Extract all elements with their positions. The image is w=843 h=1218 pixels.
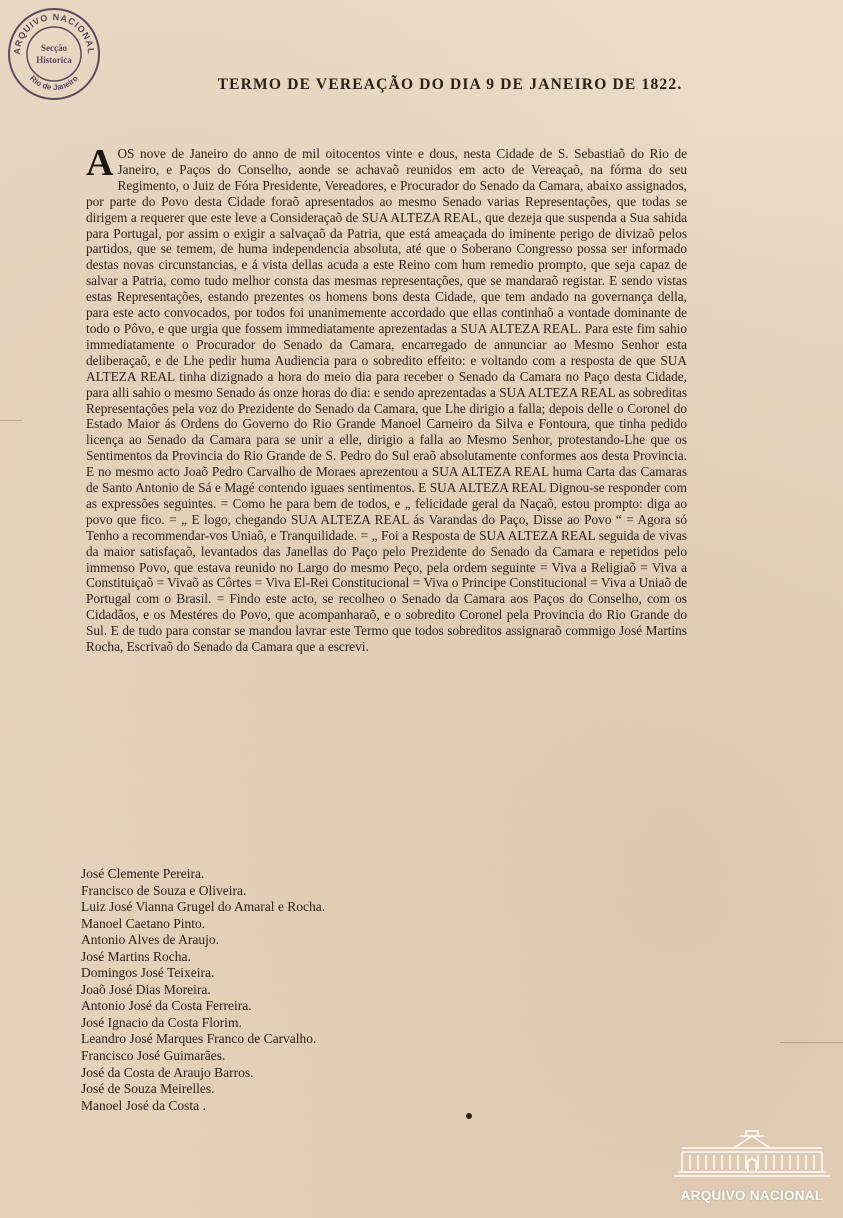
signature-line: José Martins Rocha. — [81, 948, 191, 964]
signature-line: José de Souza Meirelles. — [81, 1081, 215, 1097]
paper-crease — [0, 420, 22, 421]
signature-line: José Ignacio da Costa Florim. — [81, 1014, 242, 1030]
document-body — [86, 142, 687, 655]
signature-line: Manoel Caetano Pinto. — [81, 915, 206, 931]
signature-line: Leandro José Marques Franco de Carvalho. — [81, 1031, 317, 1047]
building-facade-icon — [664, 1128, 840, 1186]
svg-text:Rio de Janeiro — [28, 74, 80, 92]
signature-line: Manoel José da Costa . — [81, 1097, 206, 1113]
signature-line: Antonio José da Costa Ferreira. — [81, 998, 252, 1014]
signature-line: Domingos José Teixeira. — [81, 965, 215, 981]
signature-line: Luiz José Vianna Grugel do Amaral e Rocha. — [81, 899, 326, 915]
signature-line: Joaõ José Dias Moreira. — [81, 981, 211, 997]
paper-crease — [780, 1042, 843, 1043]
stamp-ring-bottom-text: Rio de Janeiro — [28, 73, 80, 93]
document-title: TERMO DE VEREAÇÃO DO DIA 9 DE JANEIRO DE 1822. — [217, 76, 683, 93]
archive-seal-stamp — [6, 6, 102, 102]
drop-cap-letter: A — [86, 142, 114, 184]
signature-line: Francisco José Guimarães. — [81, 1048, 226, 1064]
watermark-text: ARQUIVO NACIONAL — [680, 1188, 824, 1203]
archive-watermark-logo — [664, 1128, 840, 1210]
body-paragraph: OS nove de Janeiro do anno de mil oitocentos vinte e dous, nesta Cidade de S. Sebastiaõ do Rio de Janeiro, e Paços do Conselho, aonde se achavaõ reunidos em acto de Vereaçaõ, na fórma do seu Regimento, o Juiz de Fóra Presidente, Vereadores, e Procurador do Senado da Camara, abaixo assignados, por parte do Povo desta Cidade foraõ apresentados ao mesmo Senado varias Representações, que todas se dirigem a requerer que este leve a Consideraçaõ de SUA ALTEZA REAL, que dezeja que suspenda a Sua sahida para Portugal, por assim o exigir a salvaçaõ da Patria, que está ameaçada do iminente perigo de divizaõ pelos partidos, que se temem, de huma independencia absoluta, até que o Soberano Congresso possa ser informado destas novas circunstancias, e á vista dellas acuda a este Reino com hum remedio prompto, que seja capaz de salvar a Patria, como tudo melhor consta das mesmas representações, que se mandaraõ registar. E sendo vistas estas Representações, estando prezentes os homens bons desta Cidade, que tem andado na governança della, para este acto convocados, por todos foi unanimemente accordado que ellas continhaõ a vontade dominante de todo o Pôvo, e que urgia que fossem immediatamente aprezentadas a SUA ALTEZA REAL. Para este fim sahio immediatamente o Procurador do Senado da Camara, encarregado de annunciar ao Mesmo Senhor esta deliberaçaõ, e de Lhe pedir huma Audiencia para o sobredito effeito: e voltando com a resposta de que SUA ALTEZA REAL tinha dizignado a hora do meio dia para receber o Senado da Camara no Paço desta Cidade, para alli sahio o mesmo Senado ás onze horas do dia: e sendo aprezentadas a SUA ALTEZA REAL as sobreditas Representações pela voz do Prezidente do Senado da Camara, que Lhe dirigio a falla; depois delle o Coronel do Estado Maior ás Ordens do Governo do Rio Grande Manoel Carneiro da Silva e Fontoura, que tinha pedido licença ao Senado da Camara para se unir a elle, dirigio a falla ao Mesmo Senhor, protestando-Lhe que os Sentimentos da Provincia do Rio Grande de S. Pedro do Sul eraõ absolutamente conformes aos desta Provincia. E no mesmo acto Joaõ Pedro Carvalho de Moraes aprezentou a SUA ALTEZA REAL huma Carta das Camaras de Santo Antonio de Sá e Magé contendo iguaes sentimentos. E SUA ALTEZA REAL Dignou-se responder com as expressões seguintes. = Como he para bem de todos, e „ felicidade geral da Naçaõ, estou prompto: diga ao povo que fico. = „ E logo, chegando SUA ALTEZA REAL ás Varandas do Paço, Disse ao Povo “ = Agora só Tenho a recommendar-vos Uniaõ, e Tranquilidade. = „ Foi a Resposta de SUA ALTEZA REAL seguida de vivas da maior satisfaçaõ, levantados das Janellas do Paço pelo Prezidente do Senado da Camara e repetidos pelo immenso Povo, que estava reunido no Largo do mesmo Peço, pela ordem seguinte = Viva a Religiaõ = Viva a Constituiçaõ = Vivaõ as Côrtes = Viva El-Rei Constitucional = Viva o Principe Constitucional = Viva a Uniaõ de Portugal com o Brasil. = Findo este acto, se recolheo o Senado da Camara aos Paços do Conselho, com os Cidadãos, e os Mestéres do Povo, que acompanharaõ, e o sobredito Coronel pela Provincia do Rio Grande do Sul. E de tudo para constar se mandou lavrar este Termo que todos sobreditos assignaraõ commigo José Martins Rocha, Escrivaõ do Senado da Camara que a escrevi. — [86, 146, 687, 655]
signature-line: José Clemente Pereira. — [81, 866, 205, 881]
signature-line: José da Costa de Araujo Barros. — [81, 1064, 254, 1080]
signature-line: Francisco de Souza e Oliveira. — [81, 882, 247, 898]
ink-dot — [466, 1113, 472, 1119]
stamp-ring-top-text: ARQUIVO NACIONAL — [11, 11, 97, 55]
stamp-center-line1: Secção — [41, 43, 67, 53]
stamp-center-line2: Historica — [36, 55, 72, 65]
signature-list — [81, 866, 481, 1114]
signature-line: Antonio Alves de Araujo. — [81, 932, 219, 948]
